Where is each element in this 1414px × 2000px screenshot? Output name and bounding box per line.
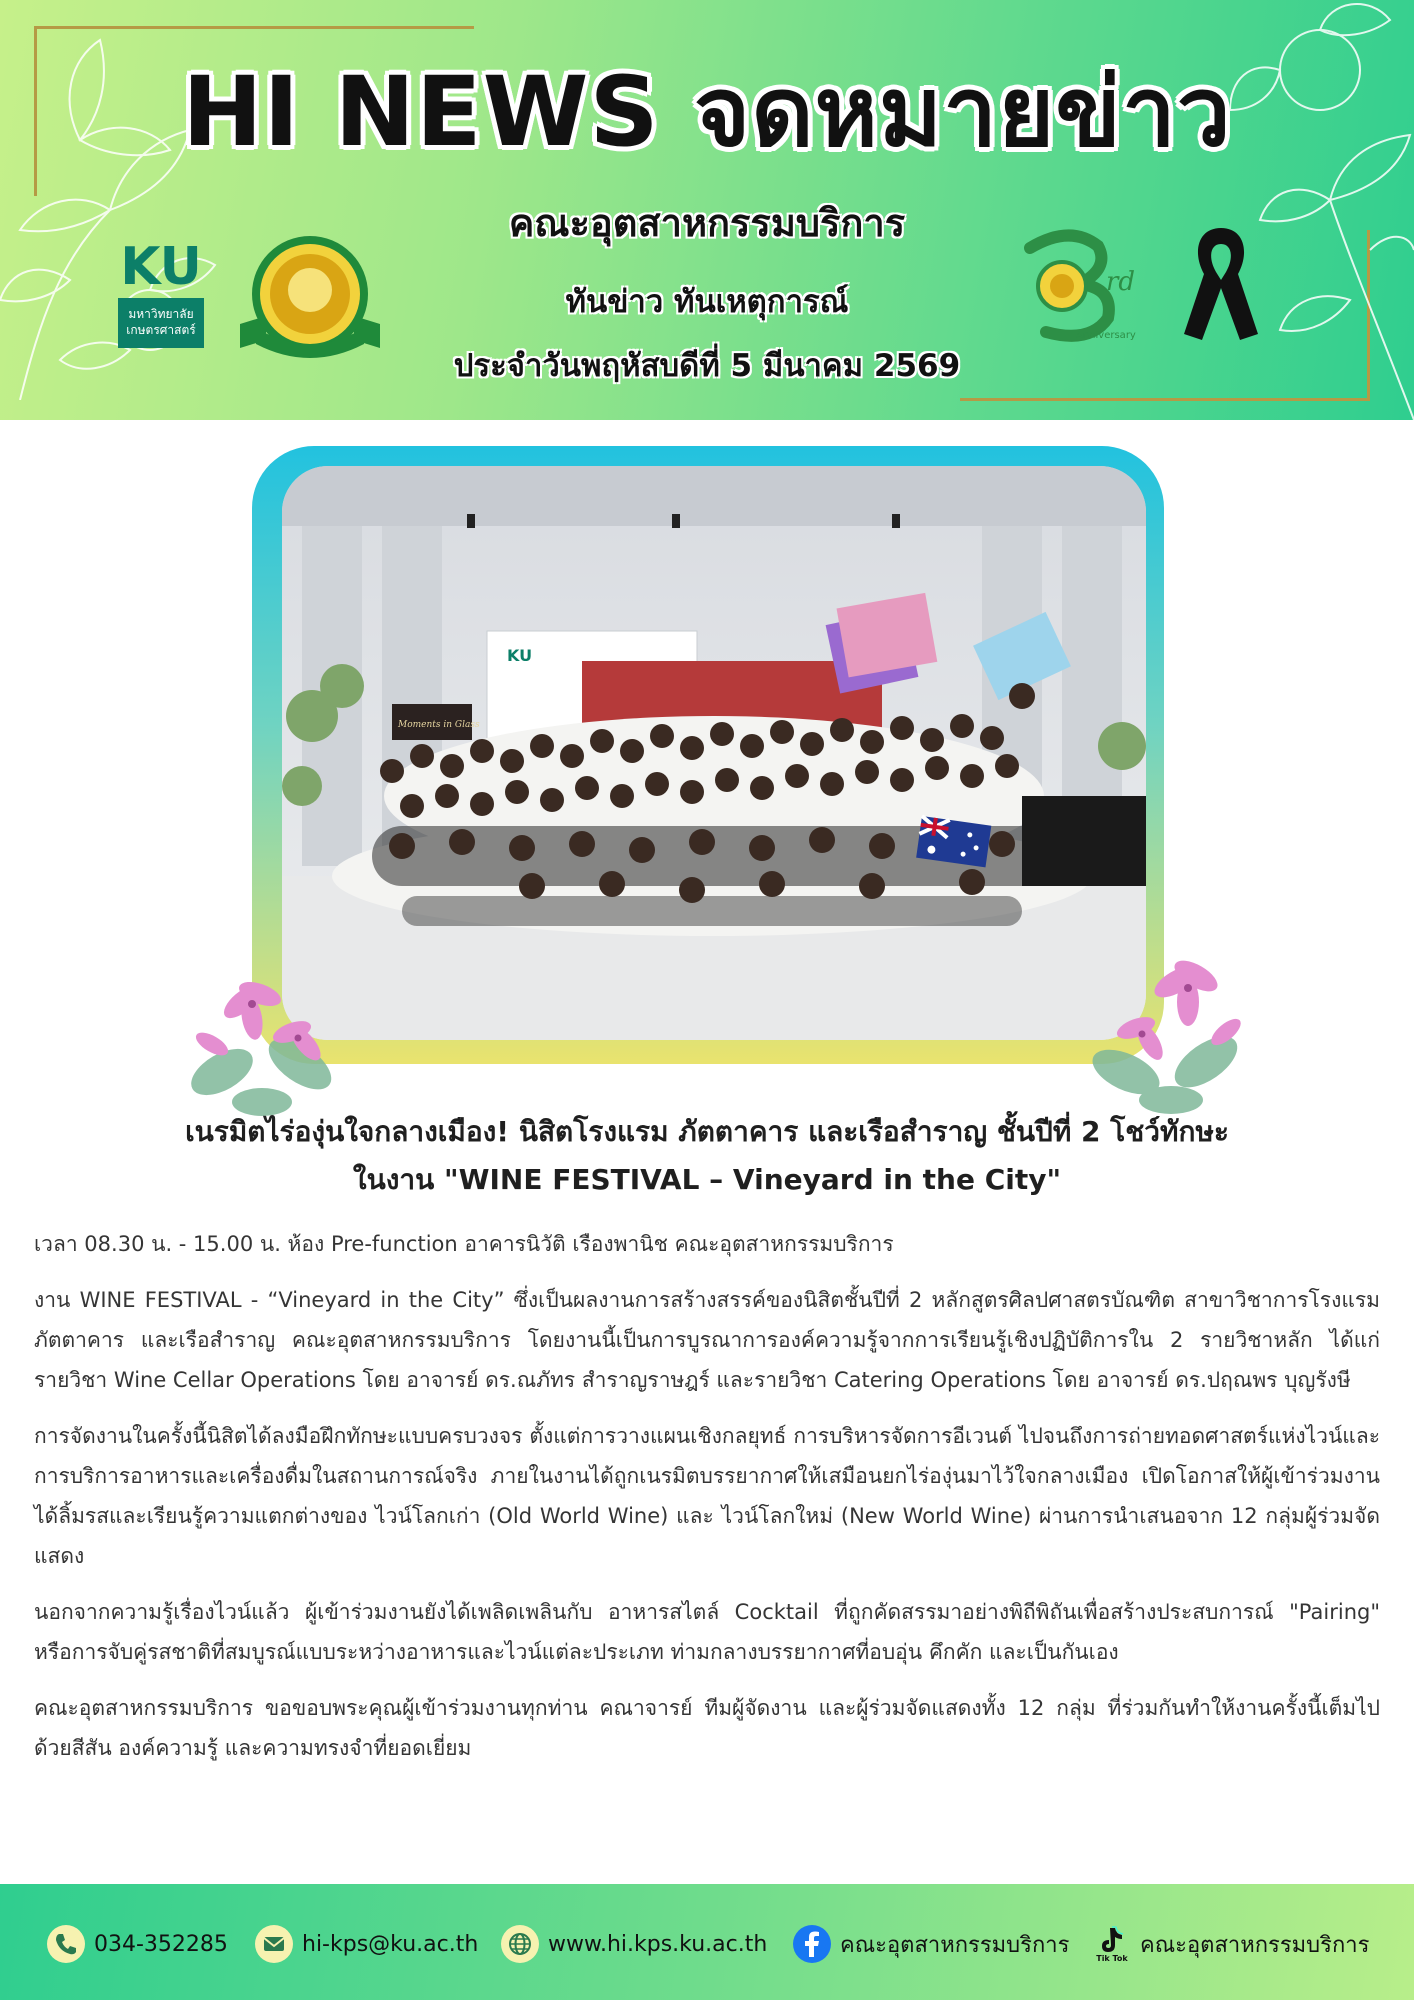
ku-logo-name: มหาวิทยาลัยเกษตรศาสตร์ — [118, 298, 204, 348]
tiktok-account-name: คณะอุตสาหกรรมบริการ — [1140, 1932, 1370, 1958]
ku-logo-letters: KU — [120, 237, 202, 297]
phone-number: 034-352285 — [94, 1931, 228, 1957]
facebook-icon — [792, 1924, 832, 1964]
article-headline — [40, 1108, 1374, 1204]
event-group-photo — [282, 466, 1146, 1040]
email-address: hi-kps@ku.ac.th — [302, 1931, 479, 1957]
website-url: www.hi.kps.ku.ac.th — [548, 1931, 768, 1957]
footer-website[interactable] — [500, 1924, 767, 1964]
article-body — [34, 1224, 1380, 1784]
photo-sign-text: Moments in Glass — [398, 720, 480, 730]
tiktok-icon — [1092, 1924, 1132, 1954]
group-photo-illustration — [282, 466, 1146, 1040]
faculty-seal — [236, 232, 384, 360]
anniversary-logo — [1010, 228, 1140, 344]
article-paragraph: งาน WINE FESTIVAL - “Vineyard in the City” ซึ่งเป็นผลงานการสร้างสรรค์ของนิสิตชั้นปีที่ 2 หลักสูตรศิลปศาสตรบัณฑิต สาขาวิชาการโรงแรม ภัตตาคาร และเรือสำราญ คณะอุตสาหกรรมบริการ โดยงานนี้เป็นการบูรณาการองค์ความรู้จากการเรียนรู้เชิงปฏิบัติการใน 2 รายวิชาหลัก ได้แก่ รายวิชา Wine Cellar Operations โดย อาจารย์ ดร.ณภัทร สำราญราษฎร์ และรายวิชา Catering Operations โดย อาจารย์ ดร.ปฤณพร บุญรังษี — [34, 1288, 1380, 1392]
headline-line-1: เนรมิตไร่องุ่นใจกลางเมือง! นิสิตโรงแรม ภัตตาคาร และเรือสำราญ ชั้นปีที่ 2 โชว์ทักษะ — [185, 1115, 1229, 1148]
footer-facebook[interactable] — [792, 1924, 1069, 1964]
anniversary-suffix: rd — [1106, 267, 1136, 297]
ku-logo — [118, 237, 204, 348]
mourning-ribbon-icon — [1178, 222, 1264, 342]
footer-phone[interactable] — [46, 1924, 228, 1964]
phone-icon — [46, 1924, 86, 1964]
flower-decor-left — [182, 952, 352, 1122]
faculty-name: คณะอุตสาหกรรมบริการ — [508, 201, 906, 245]
photo-banner-text: KU — [507, 646, 533, 665]
issue-date: ประจำวันพฤหัสบดีที่ 5 มีนาคม 2569 — [453, 348, 961, 384]
event-time-location: เวลา 08.30 น. - 15.00 น. ห้อง Pre-function อาคารนิวัติ เรืองพานิช คณะอุตสาหกรรมบริการ — [34, 1232, 894, 1256]
flower-decor-right — [1076, 932, 1256, 1122]
tiktok-logo — [1092, 1924, 1132, 1964]
footer-email[interactable] — [254, 1924, 478, 1964]
globe-icon — [500, 1924, 540, 1964]
newsletter-title: HI NEWS จดหมายข่าว — [182, 56, 1232, 168]
article-paragraph: การจัดงานในครั้งนี้นิสิตได้ลงมือฝึกทักษะแบบครบวงจร ตั้งแต่การวางแผนเชิงกลยุทธ์ การบริหารจัดการอีเวนต์ ไปจนถึงการถ่ายทอดศาสตร์แห่งไวน์และการบริการอาหารและเครื่องดื่มในสถานการณ์จริง ภายในงานได้ถูกเนรมิตบรรยากาศให้เสมือนยกไร่องุ่นมาไว้ใจกลางเมือง เปิดโอกาสให้ผู้เข้าร่วมงานได้ลิ้มรสและเรียนรู้ความแตกต่างของ ไวน์โลกเก่า (Old World Wine) และ ไวน์โลกใหม่ (New World Wine) ผ่านการนำเสนอจาก 12 กลุ่มผู้ร่วมจัดแสดง — [34, 1424, 1380, 1568]
newsletter-header — [0, 0, 1414, 420]
tagline: ทันข่าว ทันเหตุการณ์ — [565, 284, 849, 320]
facebook-page-name: คณะอุตสาหกรรมบริการ — [840, 1932, 1070, 1958]
tiktok-caption: Tik Tok — [1096, 1954, 1128, 1963]
article-paragraph: คณะอุตสาหกรรมบริการ ขอขอบพระคุณผู้เข้าร่วมงานทุกท่าน คณาจารย์ ทีมผู้จัดงาน และผู้ร่วมจัดแสดงทั้ง 12 กลุ่ม ที่ร่วมกันทำให้งานครั้งนี้เต็มไปด้วยสีสัน องค์ความรู้ และความทรงจำที่ยอดเยี่ยม — [34, 1696, 1380, 1760]
article-paragraph: นอกจากความรู้เรื่องไวน์แล้ว ผู้เข้าร่วมงานยังได้เพลิดเพลินกับ อาหารสไตล์ Cocktail ที่ถูกคัดสรรมาอย่างพิถีพิถันเพื่อสร้างประสบการณ์ "Pairing" หรือการจับคู่รสชาติที่สมบูรณ์แบบระหว่างอาหารและไวน์แต่ละประเภท ท่ามกลางบรรยากาศที่อบอุ่น คึกคัก และเป็นกันเอง — [34, 1600, 1380, 1664]
anniversary-label: Anniversary — [1076, 330, 1136, 341]
headline-line-2: ในงาน "WINE FESTIVAL – Vineyard in the City" — [352, 1163, 1062, 1196]
footer-tiktok[interactable] — [1092, 1924, 1369, 1964]
mail-icon — [254, 1924, 294, 1964]
